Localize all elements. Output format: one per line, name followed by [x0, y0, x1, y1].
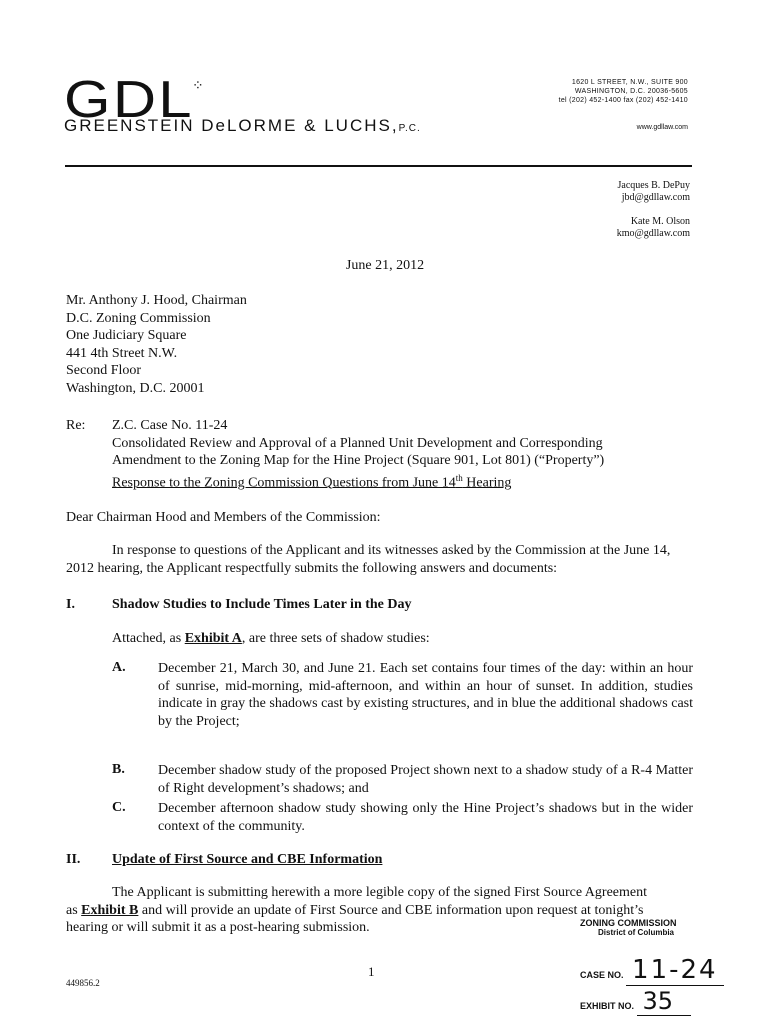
logo-dots-icon: ⁘ — [192, 79, 205, 94]
attorney-block — [617, 216, 690, 240]
re-block — [112, 417, 604, 492]
para-line — [66, 884, 692, 902]
exhibit-a-ref: Exhibit A — [184, 631, 242, 646]
stamp-exhibit-label: EXHIBIT NO. — [580, 1001, 635, 1011]
item-text: December 21, March 30, and June 21. Each set contains four times of the day: within an hour of sunrise, mid-morning, mid-afternoon, and within an hour of sunset. In addition, studies indicate in gray the shadows cast by existing structures, and in blue the additional shadows cast by the Project; — [158, 661, 693, 729]
section-number: I. — [66, 597, 75, 612]
re-line: Consolidated Review and Approval of a Planned Unit Development and Corresponding — [112, 435, 603, 451]
item-letter: B. — [112, 762, 125, 777]
re-label: Re: — [66, 418, 86, 433]
recipient-line: 441 4th Street N.W. — [66, 345, 178, 361]
attorney-email: kmo@gdllaw.com — [616, 228, 690, 239]
firm-website: www.gdllaw.com — [636, 124, 688, 131]
re-subject-end: Hearing — [462, 475, 512, 491]
para-rest: and will provide an update of First Source and CBE information upon request at tonight’s — [138, 902, 644, 918]
attached-post: , are three sets of shadow studies: — [241, 631, 430, 646]
attorney-block — [618, 180, 691, 204]
attorney-name: Jacques B. DePuy — [617, 180, 690, 191]
recipient-line: Second Floor — [66, 363, 142, 378]
attorney-email: jbd@gdllaw.com — [621, 192, 690, 203]
intro-text: In response to questions of the Applicant and its witnesses asked by the Commission at the June 14, 2012 hearing, the Applicant respectfully submits the following answers and documents: — [66, 543, 671, 576]
recipient-line: D.C. Zoning Commission — [66, 310, 211, 326]
recipient-line: Mr. Anthony J. Hood, Chairman — [66, 293, 247, 308]
letterhead-divider — [65, 165, 692, 167]
stamp-exhibit-line — [580, 987, 724, 1015]
stamp-exhibit-value: 35 — [637, 987, 692, 1016]
attached-line — [112, 630, 430, 648]
address-line: 1620 L STREET, N.W., SUITE 900 — [571, 79, 688, 86]
firm-address — [559, 78, 688, 105]
para-line-text: The Applicant is submitting herewith a more legible copy of the signed First Source Agreement — [112, 885, 647, 900]
para-as: as — [66, 902, 82, 918]
item-letter: C. — [112, 800, 126, 815]
stamp-title: ZONING COMMISSION — [580, 918, 677, 928]
recipient-address — [66, 292, 247, 397]
re-subject-text: Response to the Zoning Commission Questions from June 14 — [112, 475, 456, 491]
item-text: December shadow study of the proposed Project shown next to a shadow study of a R-4 Matter of Right development’s shadows; and — [158, 763, 693, 796]
firm-suffix: P.C. — [398, 123, 421, 134]
section-title: Shadow Studies to Include Times Later in the Day — [112, 597, 412, 612]
address-line: WASHINGTON, D.C. 20036-5605 — [574, 88, 688, 95]
section-title: Update of First Source and CBE Information — [112, 852, 383, 867]
page-number: 1 — [368, 964, 375, 979]
re-line: Amendment to the Zoning Map for the Hine Project (Square 901, Lot 801) (“Property”) — [112, 453, 605, 468]
stamp-case-label: CASE NO. — [580, 970, 624, 980]
intro-paragraph — [66, 542, 692, 577]
zoning-commission-stamp — [580, 918, 724, 1015]
re-subject — [112, 470, 604, 492]
para-line: hearing or will submit it as a post-hearing submission. — [66, 920, 370, 935]
recipient-line: Washington, D.C. 20001 — [66, 380, 205, 396]
letter-date: June 21, 2012 — [345, 258, 425, 273]
stamp-district: District of Columbia — [598, 928, 675, 937]
exhibit-b-ref: Exhibit B — [81, 902, 139, 918]
address-line: tel (202) 452-1400 fax (202) 452-1410 — [558, 97, 688, 104]
re-case: Z.C. Case No. 11-24 — [112, 418, 228, 433]
firm-logo: GDL — [64, 71, 194, 129]
firm-name-text: GREENSTEIN DeLORME & LUCHS, — [64, 116, 399, 135]
stamp-case-value: 11-24 — [626, 955, 724, 986]
re-subject-sup: th — [455, 472, 463, 483]
salutation: Dear Chairman Hood and Members of the Commission: — [66, 510, 381, 525]
attorney-name: Kate M. Olson — [630, 216, 690, 227]
document-number: 449856.2 — [66, 978, 100, 988]
section-number: II. — [66, 852, 81, 867]
stamp-case-line — [580, 955, 724, 985]
item-text: December afternoon shadow study showing only the Hine Project’s shadows but in the wider context of the community. — [158, 801, 693, 834]
para-line — [66, 902, 692, 920]
attached-pre: Attached, as — [112, 631, 185, 646]
item-letter: A. — [112, 660, 126, 675]
recipient-line: One Judiciary Square — [66, 328, 187, 343]
firm-name — [64, 116, 421, 136]
